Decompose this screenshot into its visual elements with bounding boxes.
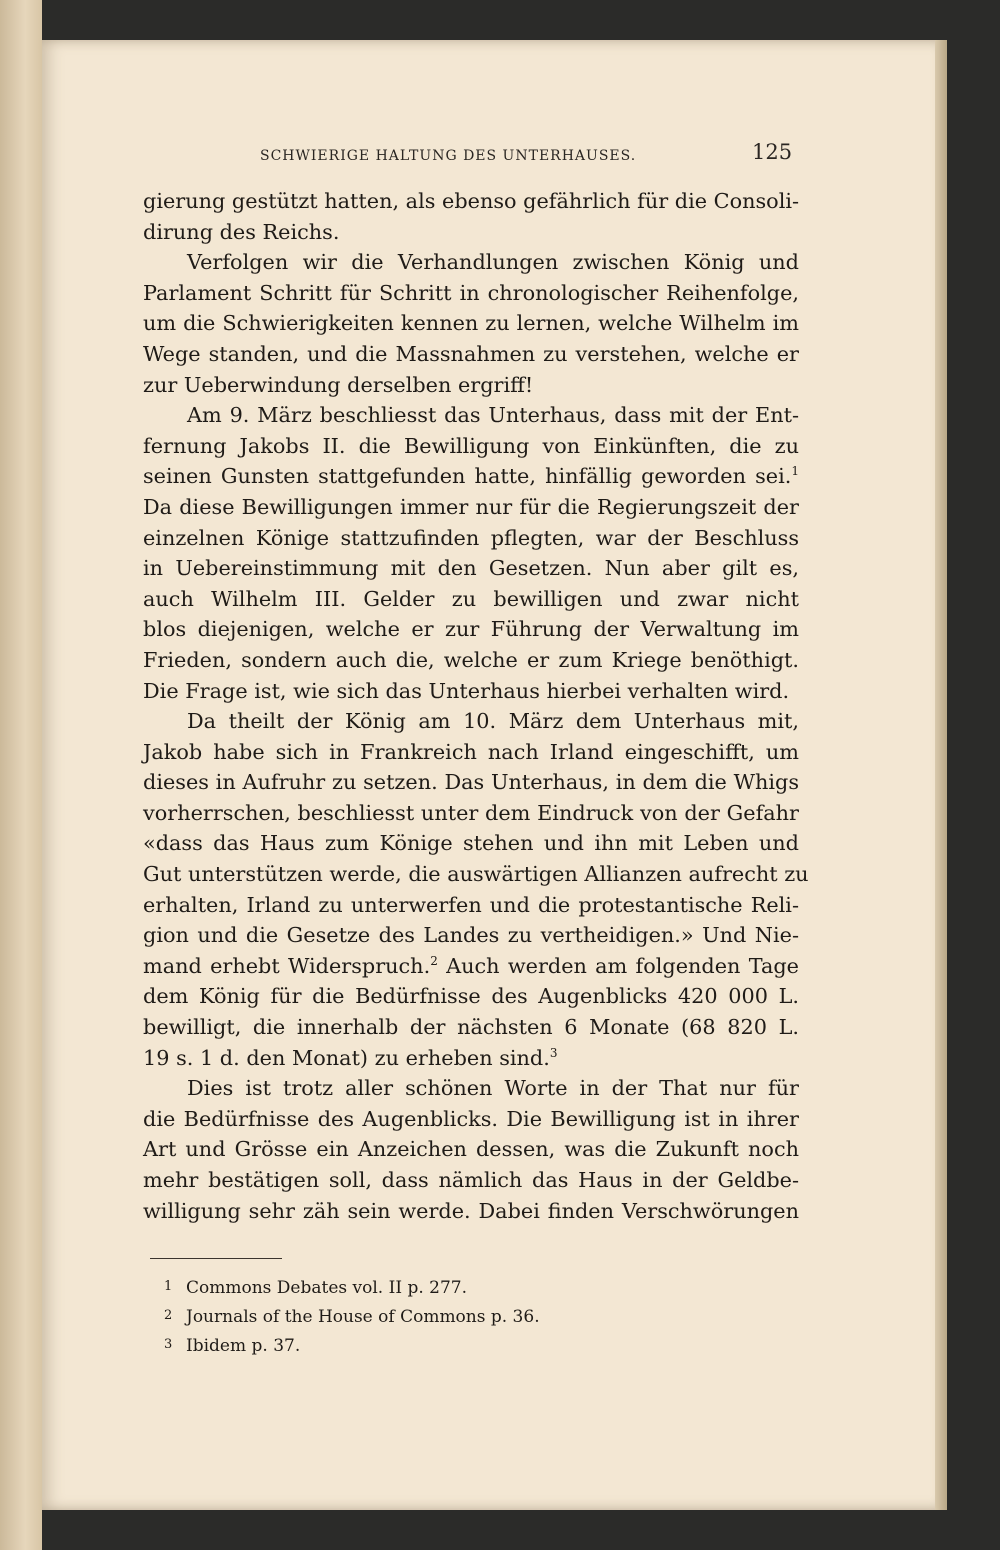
text-line: erhalten, Irland zu unterwerfen und die protestantische Reli- [143, 892, 799, 917]
footnote [164, 1273, 786, 1302]
text-line-content: seinen Gunsten stattgefunden hatte, hinfällig geworden sei. [143, 464, 792, 489]
text-line: gierung gestützt hatten, als ebenso gefährlich für die Consoli- [143, 189, 800, 213]
page-edge [935, 40, 947, 1510]
text-line: dieses in Aufruhr zu setzen. Das Unterhaus, in dem die Whigs [143, 770, 799, 795]
book-spine-shadow [0, 0, 42, 1550]
footnote-text: Ibidem p. 37. [186, 1336, 301, 1356]
text-line: Verfolgen wir die Verhandlungen zwischen König und [187, 250, 799, 275]
text-line: dirung des Reichs. [143, 219, 340, 244]
footnote-mark[interactable]: 2 [430, 953, 438, 968]
text-line [143, 461, 799, 492]
text-line: auch Wilhelm III. Gelder zu bewilligen und zwar nicht [143, 586, 799, 611]
text-line: Die Frage ist, wie sich das Unterhaus hierbei verhalten wird. [143, 678, 790, 703]
footnote-number: 3 [164, 1337, 173, 1352]
text-line: die Bedürfnisse des Augenblicks. Die Bewilligung ist in ihrer [143, 1106, 799, 1131]
footnote-mark[interactable]: 1 [791, 464, 799, 479]
page-number: 125 [752, 140, 793, 164]
text-line: zur Ueberwindung derselben ergriff! [143, 372, 534, 397]
footnote [164, 1331, 786, 1360]
text-line-content: 19 s. 1 d. den Monat) zu erheben sind. [143, 1045, 550, 1070]
text-line: bewilligt, die innerhalb der nächsten 6 Monate (68 820 L. [143, 1015, 799, 1040]
text-line: willigung sehr zäh sein werde. Dabei finden Verschwörungen [143, 1198, 799, 1223]
text-line: blos diejenigen, welche er zur Führung der Verwaltung im [143, 617, 799, 642]
footnote-number: 2 [164, 1308, 173, 1323]
text-line: Gut unterstützen werde, die auswärtigen Allianzen aufrecht zu [143, 862, 809, 887]
body-text [143, 186, 809, 1226]
text-line: Wege standen, und die Massnahmen zu verstehen, welche er [143, 341, 799, 366]
footnote-mark[interactable]: 3 [549, 1045, 558, 1060]
text-line: gion und die Gesetze des Landes zu vertheidigen.» Und Nie- [143, 923, 799, 948]
footnote-divider [150, 1258, 282, 1259]
footnote [164, 1302, 786, 1331]
text-line: «dass das Haus zum Könige stehen und ihn mit Leben und [143, 831, 799, 856]
text-line [143, 951, 799, 982]
text-line: Am 9. März beschliesst das Unterhaus, dass mit der Ent- [187, 403, 799, 428]
footnotes [164, 1273, 786, 1360]
text-line-content: mand erhebt Widerspruch. [143, 953, 431, 978]
footnote-text: Commons Debates vol. II p. 277. [186, 1278, 467, 1298]
text-line: fernung Jakobs II. die Bewilligung von Einkünften, die zu [143, 433, 799, 458]
text-line: Art und Grösse ein Anzeichen dessen, was die Zukunft noch [143, 1137, 799, 1162]
footnote-text: Journals of the House of Commons p. 36. [186, 1307, 540, 1327]
text-line: dem König für die Bedürfnisse des Augenblicks 420 000 L. [143, 984, 799, 1009]
text-line: in Uebereinstimmung mit den Gesetzen. Nun aber gilt es, [143, 556, 799, 581]
text-line: vorherrschen, beschliesst unter dem Eindruck von der Gefahr [143, 800, 799, 825]
text-line: Frieden, sondern auch die, welche er zum Kriege benöthigt. [143, 647, 799, 672]
text-line: Da theilt der König am 10. März dem Unterhaus mit, [187, 709, 799, 734]
footnote-number: 1 [164, 1279, 173, 1294]
text-line: Parlament Schritt für Schritt in chronologischer Reihenfolge, [143, 280, 799, 305]
running-title: SCHWIERIGE HALTUNG DES UNTERHAUSES. [260, 148, 637, 164]
text-line: Da diese Bewilligungen immer nur für die Regierungszeit der [143, 494, 799, 519]
text-line-content: Auch werden am folgenden Tage [446, 953, 799, 978]
text-line: mehr bestätigen soll, dass nämlich das Haus in der Geldbe- [143, 1168, 799, 1192]
text-line: einzelnen Könige stattzufinden pflegten, war der Beschluss [143, 525, 799, 550]
text-line: Jakob habe sich in Frankreich nach Irland eingeschifft, um [143, 739, 799, 764]
text-line: um die Schwierigkeiten kennen zu lernen, welche Wilhelm im [143, 311, 799, 336]
text-line [143, 1043, 799, 1074]
text-line: Dies ist trotz aller schönen Worte in der That nur für [187, 1076, 799, 1101]
